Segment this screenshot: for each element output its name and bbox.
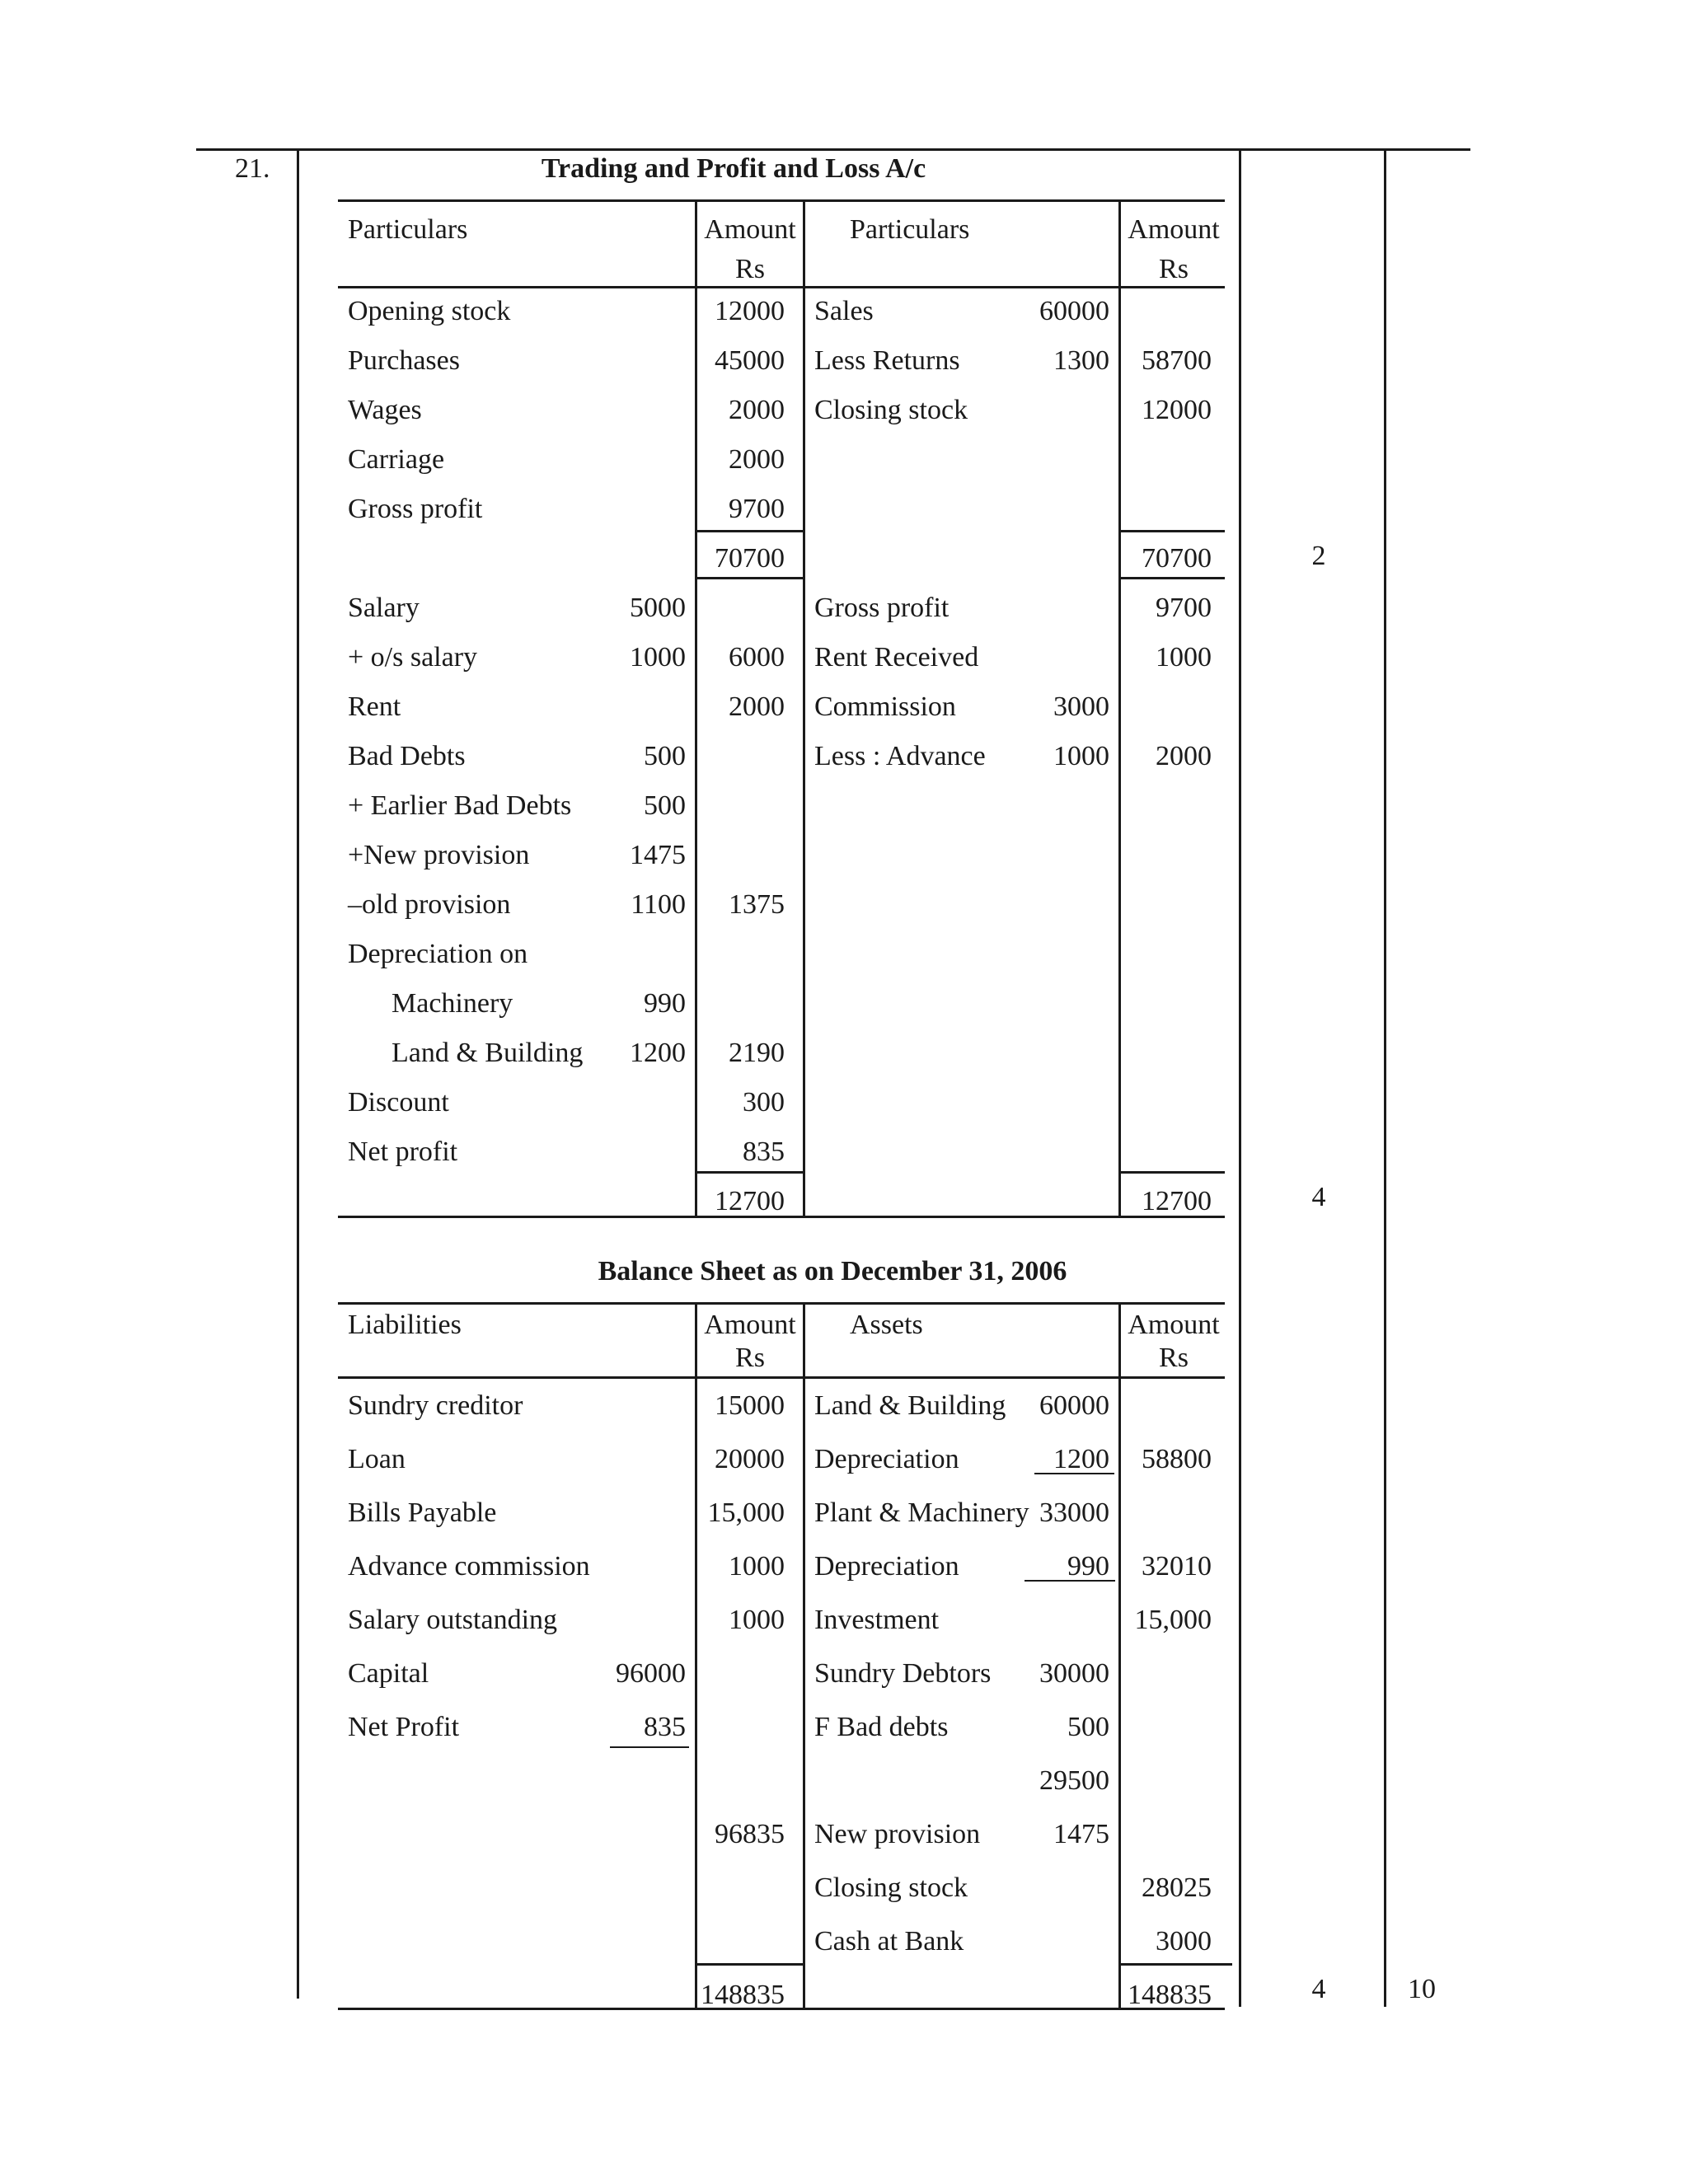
asset-sub-amount: 1475 xyxy=(1053,1819,1109,1849)
balance-header-rs-right: Rs xyxy=(1159,1343,1189,1373)
liability-sub-amount: 96000 xyxy=(616,1658,686,1689)
asset-amount: 148835 xyxy=(1128,1980,1212,2010)
credit-amount: 58700 xyxy=(1142,345,1212,376)
debit-label: Gross profit xyxy=(348,494,483,524)
credit-sub-amount: 1000 xyxy=(1053,741,1109,771)
debit-amount: 6000 xyxy=(729,642,785,673)
trading-header-particulars-right: Particulars xyxy=(850,214,970,245)
trading-header-rs-left: Rs xyxy=(735,254,765,284)
balance-col-line-2 xyxy=(803,1302,805,2009)
asset-label: Depreciation xyxy=(814,1551,959,1582)
asset-sub-amount: 29500 xyxy=(1039,1765,1109,1796)
credit-amount: 12700 xyxy=(1142,1186,1212,1216)
liability-sub-amount: 835 xyxy=(644,1712,686,1742)
trading-header-amount-right: Amount xyxy=(1128,214,1220,245)
asset-label: Cash at Bank xyxy=(814,1926,964,1957)
debit-sub-amount: 990 xyxy=(644,988,686,1019)
credit-label: Closing stock xyxy=(814,395,968,425)
credit-amount: 9700 xyxy=(1156,593,1212,623)
debit-amount: 45000 xyxy=(715,345,785,376)
debit-sub-amount: 1475 xyxy=(630,840,686,870)
liability-amount: 96835 xyxy=(715,1819,785,1849)
liability-label: Advance commission xyxy=(348,1551,590,1582)
question-total-marks: 10 xyxy=(1408,1974,1436,2004)
debit-amount: 9700 xyxy=(729,494,785,524)
credit-amount: 1000 xyxy=(1156,642,1212,673)
debit-sub-amount: 5000 xyxy=(630,593,686,623)
asset-label: New provision xyxy=(814,1819,981,1849)
debit-amount: 2190 xyxy=(729,1038,785,1068)
debit-label: Rent xyxy=(348,691,401,722)
asset-sub-amount: 30000 xyxy=(1039,1658,1109,1689)
debit-label: Salary xyxy=(348,593,420,623)
debit-label: Opening stock xyxy=(348,296,511,326)
debit-label: Land & Building xyxy=(392,1038,584,1068)
trading-total-bottom-rule-left xyxy=(695,577,804,579)
asset-amount: 58800 xyxy=(1142,1444,1212,1474)
liability-label: Sundry creditor xyxy=(348,1390,523,1421)
debit-label: Machinery xyxy=(392,988,513,1019)
liability-label: Capital xyxy=(348,1658,429,1689)
liability-label: Net Profit xyxy=(348,1712,460,1742)
left-margin-line xyxy=(297,148,299,1999)
pl-total-top-rule-right xyxy=(1118,1171,1225,1174)
asset-amount: 32010 xyxy=(1142,1551,1212,1582)
trading-header-amount-left: Amount xyxy=(704,214,796,245)
asset-label: F Bad debts xyxy=(814,1712,949,1742)
trading-header-rule xyxy=(338,286,1225,288)
net-profit-underline xyxy=(610,1746,689,1748)
trading-top-rule xyxy=(338,199,1225,202)
asset-label: Sundry Debtors xyxy=(814,1658,992,1689)
credit-label: Commission xyxy=(814,691,956,722)
debit-amount: 2000 xyxy=(729,444,785,475)
balance-title: Balance Sheet as on December 31, 2006 xyxy=(598,1256,1067,1286)
debit-amount: 12000 xyxy=(715,296,785,326)
asset-label: Depreciation xyxy=(814,1444,959,1474)
balance-total-top-rule-right xyxy=(1118,1963,1232,1966)
credit-label: Sales xyxy=(814,296,874,326)
asset-label: Plant & Machinery xyxy=(814,1497,1029,1528)
balance-mark-4: 4 xyxy=(1311,1974,1326,2004)
debit-amount: 70700 xyxy=(715,543,785,574)
debit-amount: 2000 xyxy=(729,395,785,425)
debit-label: Carriage xyxy=(348,444,445,475)
debit-sub-amount: 500 xyxy=(644,790,686,821)
credit-amount: 70700 xyxy=(1142,543,1212,574)
total-column-line xyxy=(1384,148,1386,2007)
credit-label: Rent Received xyxy=(814,642,979,673)
asset-label: Investment xyxy=(814,1605,940,1635)
trading-header-rs-right: Rs xyxy=(1159,254,1189,284)
liability-label: Loan xyxy=(348,1444,406,1474)
debit-label: –old provision xyxy=(348,889,511,920)
debit-label: Depreciation on xyxy=(348,939,528,969)
credit-label: Less Returns xyxy=(814,345,960,376)
liability-amount: 20000 xyxy=(715,1444,785,1474)
debit-label: Net profit xyxy=(348,1137,458,1167)
top-rule xyxy=(196,148,1470,151)
asset-amount: 15,000 xyxy=(1134,1605,1212,1635)
credit-label: Gross profit xyxy=(814,593,950,623)
balance-header-amount-right: Amount xyxy=(1128,1310,1220,1340)
liability-amount: 1000 xyxy=(729,1551,785,1582)
debit-amount: 835 xyxy=(743,1137,785,1167)
debit-amount: 1375 xyxy=(729,889,785,920)
credit-amount: 12000 xyxy=(1142,395,1212,425)
trading-col-line-2 xyxy=(803,199,805,1217)
liability-amount: 15,000 xyxy=(707,1497,785,1528)
asset-label: Land & Building xyxy=(814,1390,1006,1421)
liability-label: Bills Payable xyxy=(348,1497,497,1528)
debit-sub-amount: 1000 xyxy=(630,642,686,673)
debit-label: + o/s salary xyxy=(348,642,478,673)
balance-total-top-rule-left xyxy=(695,1963,804,1966)
liability-amount: 15000 xyxy=(715,1390,785,1421)
debit-label: Purchases xyxy=(348,345,460,376)
trading-title: Trading and Profit and Loss A/c xyxy=(541,153,926,184)
credit-sub-amount: 1300 xyxy=(1053,345,1109,376)
marks-column-line xyxy=(1239,148,1241,2007)
credit-label: Less : Advance xyxy=(814,741,986,771)
credit-sub-amount: 3000 xyxy=(1053,691,1109,722)
debit-label: Discount xyxy=(348,1087,449,1118)
question-number: 21. xyxy=(235,153,270,184)
asset-sub-amount: 60000 xyxy=(1039,1390,1109,1421)
liability-amount: 1000 xyxy=(729,1605,785,1635)
asset-sub-amount: 500 xyxy=(1067,1712,1109,1742)
trading-total-top-rule-left xyxy=(695,530,804,532)
asset-amount: 28025 xyxy=(1142,1872,1212,1903)
asset-amount: 3000 xyxy=(1156,1926,1212,1957)
liability-amount: 148835 xyxy=(701,1980,785,2010)
asset-sub-amount: 1200 xyxy=(1053,1444,1109,1474)
trading-total-top-rule-right xyxy=(1118,530,1225,532)
pl-mark-4: 4 xyxy=(1311,1182,1326,1212)
balance-top-rule xyxy=(338,1302,1225,1305)
debit-amount: 2000 xyxy=(729,691,785,722)
balance-header-rule xyxy=(338,1376,1225,1379)
credit-sub-amount: 60000 xyxy=(1039,296,1109,326)
debit-sub-amount: 1200 xyxy=(630,1038,686,1068)
liability-label: Salary outstanding xyxy=(348,1605,558,1635)
balance-header-assets: Assets xyxy=(850,1310,923,1340)
credit-amount: 2000 xyxy=(1156,741,1212,771)
asset-label: Closing stock xyxy=(814,1872,968,1903)
debit-label: Bad Debts xyxy=(348,741,466,771)
debit-amount: 300 xyxy=(743,1087,785,1118)
balance-header-rs-left: Rs xyxy=(735,1343,765,1373)
asset-sub-amount: 33000 xyxy=(1039,1497,1109,1528)
trading-total-bottom-rule-right xyxy=(1118,577,1225,579)
debit-amount: 12700 xyxy=(715,1186,785,1216)
trading-mark-2: 2 xyxy=(1311,541,1326,571)
balance-header-amount-left: Amount xyxy=(704,1310,796,1340)
pl-total-top-rule-left xyxy=(695,1171,804,1174)
debit-sub-amount: 1100 xyxy=(631,889,686,920)
debit-label: Wages xyxy=(348,395,422,425)
debit-label: + Earlier Bad Debts xyxy=(348,790,572,821)
asset-sub-amount: 990 xyxy=(1067,1551,1109,1582)
balance-header-liabilities: Liabilities xyxy=(348,1310,462,1340)
debit-sub-amount: 500 xyxy=(644,741,686,771)
trading-header-particulars-left: Particulars xyxy=(348,214,468,245)
debit-label: +New provision xyxy=(348,840,530,870)
